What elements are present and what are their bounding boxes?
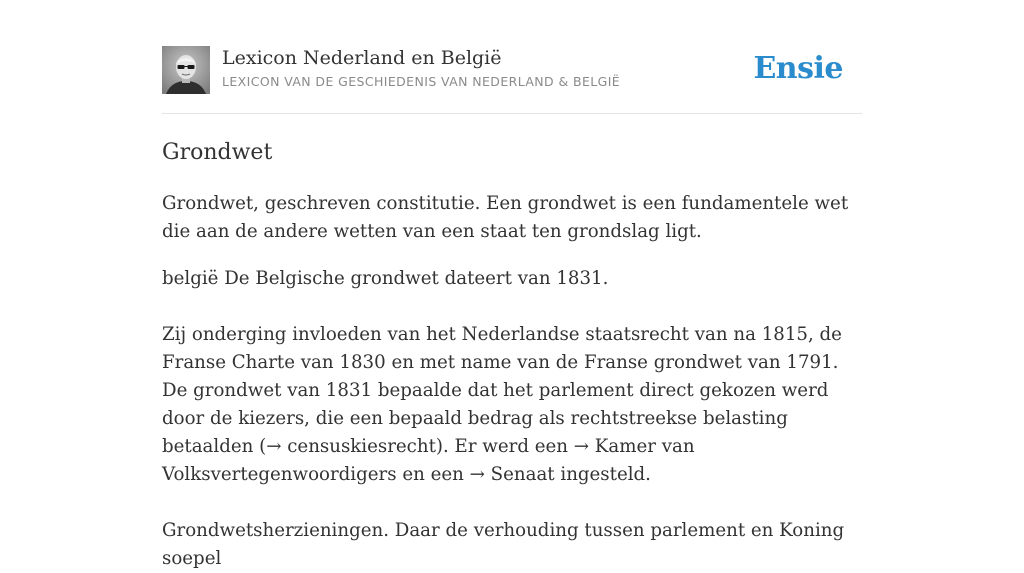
- article-paragraph-herzieningen: Grondwetsherzieningen. Daar de verhouding tussen parlement en Koning soepel: [162, 520, 845, 569]
- paragraph-spacer: [162, 489, 862, 517]
- brand-logo-link[interactable]: Ensie: [753, 51, 843, 86]
- site-title-link[interactable]: Lexicon Nederland en België: [222, 47, 502, 69]
- text-span: en een: [396, 464, 470, 485]
- site-header: [162, 0, 862, 114]
- site-subtitle: LEXICON VAN DE GESCHIEDENIS VAN NEDERLAND & BELGIË: [222, 74, 621, 89]
- article-paragraph-belgie: belgië De Belgische grondwet dateert van 1831.: [162, 268, 609, 289]
- article-body: [162, 190, 862, 573]
- paragraph-spacer: [162, 293, 862, 321]
- link-senaat[interactable]: → Senaat: [469, 464, 555, 485]
- avatar-portrait-icon: [162, 46, 210, 94]
- avatar[interactable]: [162, 46, 210, 94]
- text-span: ). Er werd een: [435, 436, 574, 457]
- text-span: Zij onderging invloeden van het Nederlandse staatsrecht van na 1815, de Franse Charte van 1830 en met name van de Franse grondwet van 1791. De grondwet van 1831 bepaalde dat het parlement direct gekozen werd door de kiezers, die een bepaald bedrag als rechtstreekse belasting betaalden (: [162, 324, 842, 457]
- page: [162, 0, 862, 569]
- article-intro: Grondwet, geschreven constitutie. Een grondwet is een fundamentele wet die aan de andere wetten van een staat ten grondslag ligt.: [162, 193, 849, 242]
- text-span: ingesteld.: [554, 464, 651, 485]
- link-censuskiesrecht[interactable]: → censuskiesrecht: [266, 436, 436, 457]
- page-title: Grondwet: [162, 140, 273, 165]
- article-paragraph-influences: [162, 321, 862, 489]
- link-kamer-van-volksvertegenwoordigers[interactable]: → Kamer van Volksvertegenwoordigers: [162, 436, 695, 485]
